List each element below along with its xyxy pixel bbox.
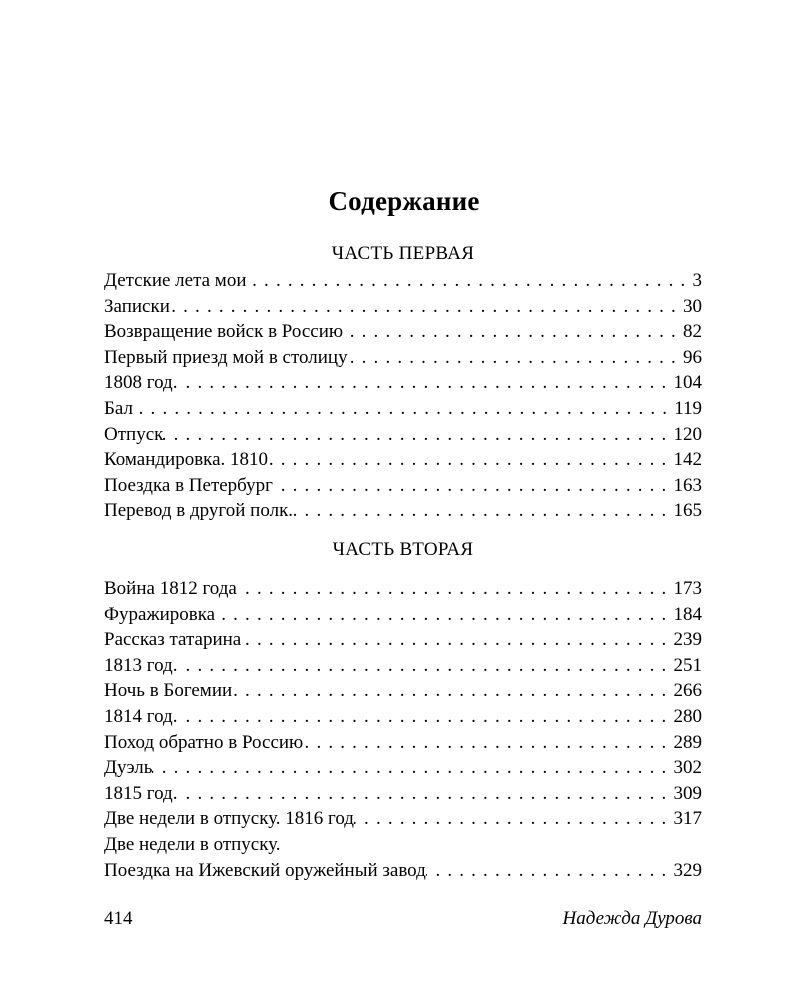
entry-page: 3	[692, 270, 702, 291]
dot-leader	[426, 858, 670, 884]
toc-entry	[104, 730, 702, 756]
entry-title: Две недели в отпуску. 1816 год	[104, 808, 354, 830]
dot-leader	[163, 422, 669, 448]
entry-page: 329	[673, 859, 702, 881]
entry-page: 173	[673, 578, 702, 599]
toc-entry	[104, 345, 702, 371]
entry-page: 165	[673, 500, 702, 522]
entry-page: 302	[673, 757, 702, 779]
entry-title: Две недели в отпуску.	[104, 833, 281, 855]
entry-page: 289	[673, 731, 702, 753]
entry-page: 30	[683, 295, 702, 317]
entry-page: 163	[673, 474, 702, 496]
entry-title: 1808 год.	[104, 372, 178, 394]
dot-leader	[273, 473, 670, 499]
toc-entry	[104, 422, 702, 448]
entry-page: 309	[673, 782, 702, 804]
dot-leader	[177, 653, 669, 679]
dot-leader	[241, 627, 669, 653]
entry-page: 239	[673, 629, 702, 651]
toc-part-one	[104, 240, 702, 524]
toc-entry	[104, 653, 702, 679]
entry-title: Первый приезд мой в столицу	[104, 346, 348, 368]
toc-entry	[104, 396, 702, 422]
entry-title: Поездка в Петербург	[104, 474, 273, 496]
entry-page: 280	[673, 705, 702, 727]
entry-title: Отпуск	[104, 423, 164, 445]
entry-title: Поход обратно в Россию	[104, 731, 304, 753]
entry-page: 142	[673, 449, 702, 471]
running-author: Надежда Дурова	[562, 908, 702, 929]
toc-entry	[104, 755, 702, 781]
part-heading: ЧАСТЬ ВТОРАЯ	[332, 539, 474, 560]
toc-entry	[104, 473, 702, 499]
dot-leader	[237, 576, 670, 602]
dot-leader	[215, 602, 669, 628]
toc-entry	[104, 602, 702, 628]
entry-page: 82	[683, 321, 702, 343]
entry-title: Фуражировка	[104, 603, 216, 625]
dot-leader	[133, 396, 670, 422]
dot-leader	[177, 704, 669, 730]
entry-page: 317	[673, 808, 702, 830]
dot-leader	[247, 268, 689, 294]
entry-title: Перевод в другой полк.	[104, 500, 294, 522]
dot-leader	[348, 345, 679, 371]
entry-title: Война 1812 года	[104, 578, 237, 599]
dot-leader	[152, 755, 669, 781]
dot-leader	[268, 447, 669, 473]
page-title: Содержание	[328, 186, 480, 216]
dot-leader	[177, 781, 669, 807]
entry-page: 266	[673, 680, 702, 702]
entry-page: 119	[674, 397, 702, 419]
toc-entry	[104, 268, 702, 294]
entry-title: Детские лета мои	[104, 270, 247, 291]
entry-title: Записки	[104, 295, 170, 317]
entry-page: 120	[673, 423, 702, 445]
entry-title: Дуэль	[104, 757, 153, 779]
entry-title: Поездка на Ижевский оружейный завод	[104, 859, 426, 881]
entry-title: 1813 год.	[104, 654, 178, 676]
toc-entry	[104, 294, 702, 320]
part-heading: ЧАСТЬ ПЕРВАЯ	[331, 243, 475, 264]
toc-entry	[104, 319, 702, 345]
entry-title: Рассказ татарина	[104, 629, 242, 651]
entry-title: Ночь в Богемии	[104, 680, 233, 702]
toc-entry	[104, 704, 702, 730]
entry-title: 1814 год.	[104, 705, 178, 727]
toc-part-two	[104, 536, 702, 883]
dot-leader	[232, 678, 669, 704]
toc-entry	[104, 576, 702, 602]
entry-title: Командировка. 1810	[104, 449, 269, 471]
page-footer	[104, 908, 702, 930]
toc-entry	[104, 498, 702, 524]
entry-page: 96	[683, 346, 702, 368]
toc-entry	[104, 858, 702, 884]
dot-leader	[354, 806, 670, 832]
toc-entry	[104, 627, 702, 653]
toc-entry	[104, 678, 702, 704]
dot-leader	[303, 730, 669, 756]
dot-leader	[170, 294, 679, 320]
entry-page: 104	[673, 372, 702, 394]
entry-title: Возвращение войск в Россию	[104, 321, 344, 343]
toc-entry	[104, 447, 702, 473]
dot-leader	[343, 319, 679, 345]
dot-leader	[293, 498, 669, 524]
entry-title: Бал	[104, 397, 133, 419]
toc-entry	[104, 806, 702, 832]
toc-entry	[104, 832, 702, 858]
entry-page: 251	[673, 654, 702, 676]
dot-leader	[177, 370, 669, 396]
entry-page: 184	[673, 603, 702, 625]
toc-entry	[104, 370, 702, 396]
page-number: 414	[104, 908, 133, 929]
entry-title: 1815 год.	[104, 782, 178, 804]
toc-entry	[104, 781, 702, 807]
